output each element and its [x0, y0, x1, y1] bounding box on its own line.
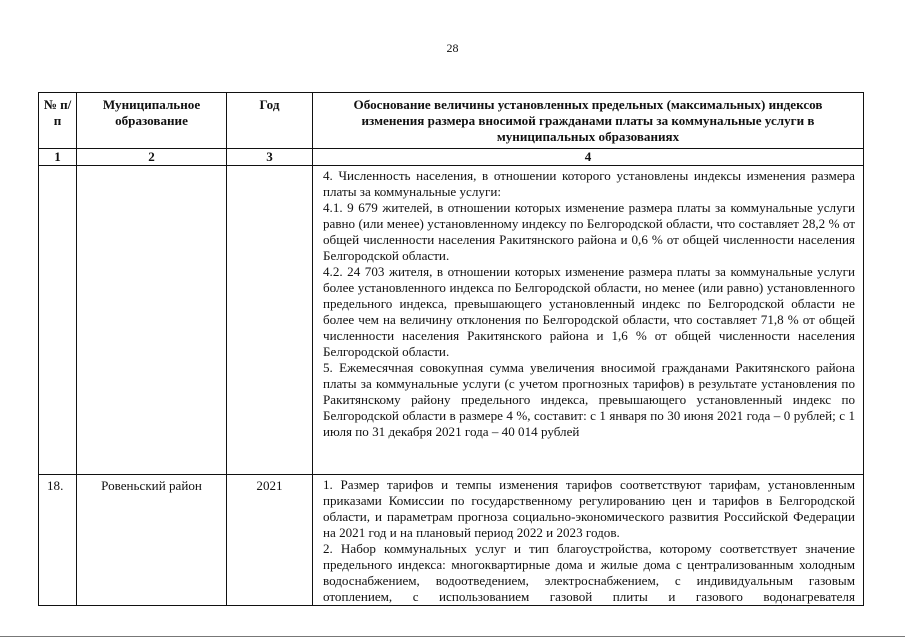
municipality-name: Ровеньский район: [77, 475, 227, 606]
header-justification: Обоснование величины установленных предельных (максимальных) индексов изменения размера вносимой гражданами платы за коммунальные услуги в муниципальных образованиях: [313, 93, 864, 149]
table-row: [39, 475, 864, 606]
indices-table: [38, 92, 864, 606]
paragraph: 2. Набор коммунальных услуг и тип благоустройства, которому соответствует значение предельного индекса: многоквартирные дома и жилые дома с централизованным холодным водоснабжением, водоотведением, электроснабжением, с индивидуальным газовым отоплением, с использованием газовой плиты и газового водонагревателя: [323, 541, 855, 604]
column-number: 2: [77, 149, 227, 166]
column-number: 3: [227, 149, 313, 166]
paragraph: 5. Ежемесячная совокупная сумма увеличения вносимой гражданами Ракитянского района платы за коммунальные услуги (с учетом прогнозных тарифов) в результате установления по Ракитянскому району предельного индекса, превышающего установленный индекс по Белгородской области в размере 4 %, составит: с 1 января по 30 июня 2021 года – 0 рублей; с 1 июля по 31 декабря 2021 года – 40 014 рублей: [323, 360, 855, 439]
column-number: 4: [313, 149, 864, 166]
table-header-row: [39, 93, 864, 149]
municipality-name: [77, 166, 227, 475]
header-year: Год: [227, 93, 313, 149]
justification-text: [313, 475, 864, 606]
row-year: 2021: [227, 475, 313, 606]
column-number-row: [39, 149, 864, 166]
page-number: 28: [446, 41, 459, 55]
row-year: [227, 166, 313, 475]
page-edge-line: [0, 636, 905, 637]
paragraph: 4. Численность населения, в отношении которого установлены индексы изменения размера платы за коммунальные услуги:: [323, 168, 855, 199]
header-municipality: Муниципальное образование: [77, 93, 227, 149]
header-row-number: № п/п: [39, 93, 77, 149]
paragraph: 4.2. 24 703 жителя, в отношении которых изменение размера платы за коммунальные услуги более установленного индекса по Белгородской области, но менее (или равно) установленного предельного индекса, превышающего установленный индекс по Белгородской области не более чем на величину отклонения по Белгородской области, что составляет 71,8 % от общей численности населения Ракитянского района и 1,6 % от общей численности населения Белгородской области.: [323, 264, 855, 359]
row-number: 18.: [39, 475, 77, 606]
paragraph: 4.1. 9 679 жителей, в отношении которых изменение размера платы за коммунальные услуги равно (или менее) установленному индексу по Белгородской области, что составляет 28,2 % от общей численности населения Ракитянского района и 0,6 % от общей численности населения Белгородской области.: [323, 200, 855, 263]
row-number: [39, 166, 77, 475]
justification-text: [313, 166, 864, 475]
table-row: [39, 166, 864, 475]
paragraph: 1. Размер тарифов и темпы изменения тарифов соответствуют тарифам, установленным приказами Комиссии по государственному регулированию цен и тарифов в Белгородской области, и параметрам прогноза социально-экономического развития Российской Федерации на 2021 год и на плановый период 2022 и 2023 годов.: [323, 477, 855, 540]
column-number: 1: [39, 149, 77, 166]
